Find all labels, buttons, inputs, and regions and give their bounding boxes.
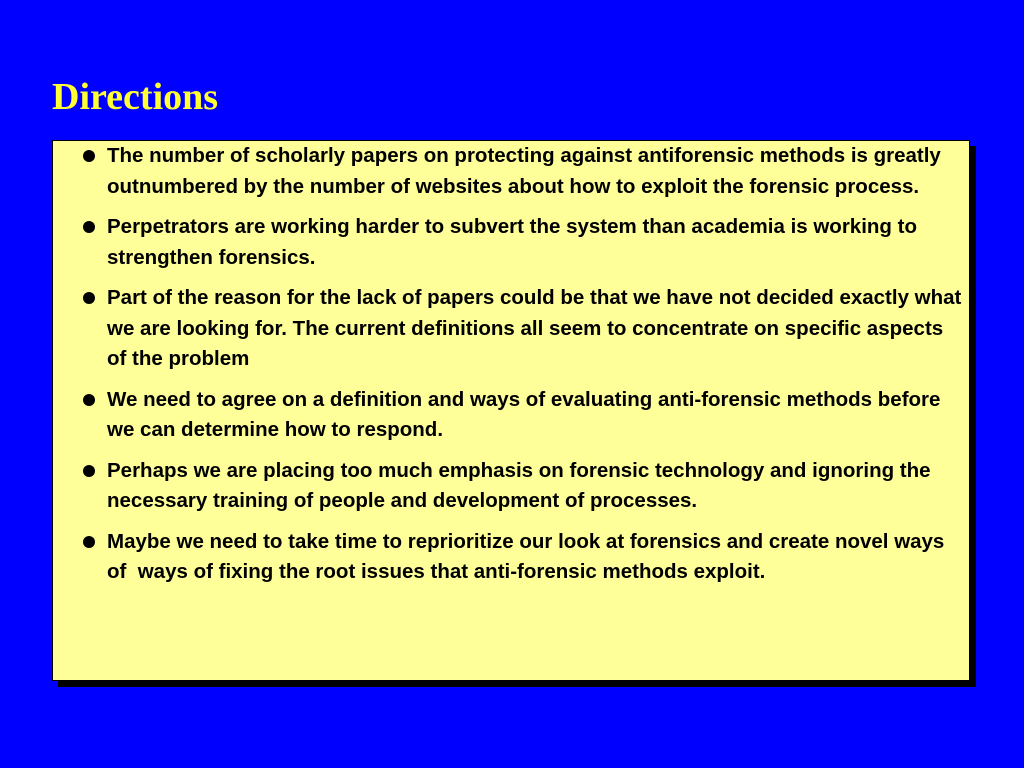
bullet-item [81,283,968,375]
bullet-text: Maybe we need to take time to reprioritize our look at forensics and create novel ways of ways of fixing the root issues that anti-forensic methods exploit. [107,529,951,583]
bullet-dot-icon [83,465,95,477]
bullet-item [81,212,965,273]
bullet-text: Perhaps we are placing too much emphasis on forensic technology and ignoring the necessary training of people and development of processes. [107,458,937,512]
content-box [52,140,970,681]
bullet-text: We need to agree on a definition and ways of evaluating anti-forensic methods before we can determine how to respond. [107,387,947,441]
bullet-item [81,141,965,202]
bullet-dot-icon [83,394,95,406]
bullet-item [81,456,965,517]
bullet-item [81,385,965,446]
bullet-item [81,527,965,588]
bullet-list [81,141,968,598]
bullet-text: The number of scholarly papers on protecting against antiforensic methods is greatly outnumbered by the number of websites about how to exploit the forensic process. [107,144,947,198]
bullet-dot-icon [83,221,95,233]
bullet-text: Part of the reason for the lack of papers could be that we have not decided exactly what we are looking for. The current definitions all seem to concentrate on specific aspects of the problem [107,286,968,370]
bullet-dot-icon [83,292,95,304]
bullet-text: Perpetrators are working harder to subvert the system than academia is working to strengthen forensics. [107,215,923,269]
bullet-dot-icon [83,150,95,162]
slide-title: Directions [52,76,219,118]
bullet-dot-icon [83,536,95,548]
